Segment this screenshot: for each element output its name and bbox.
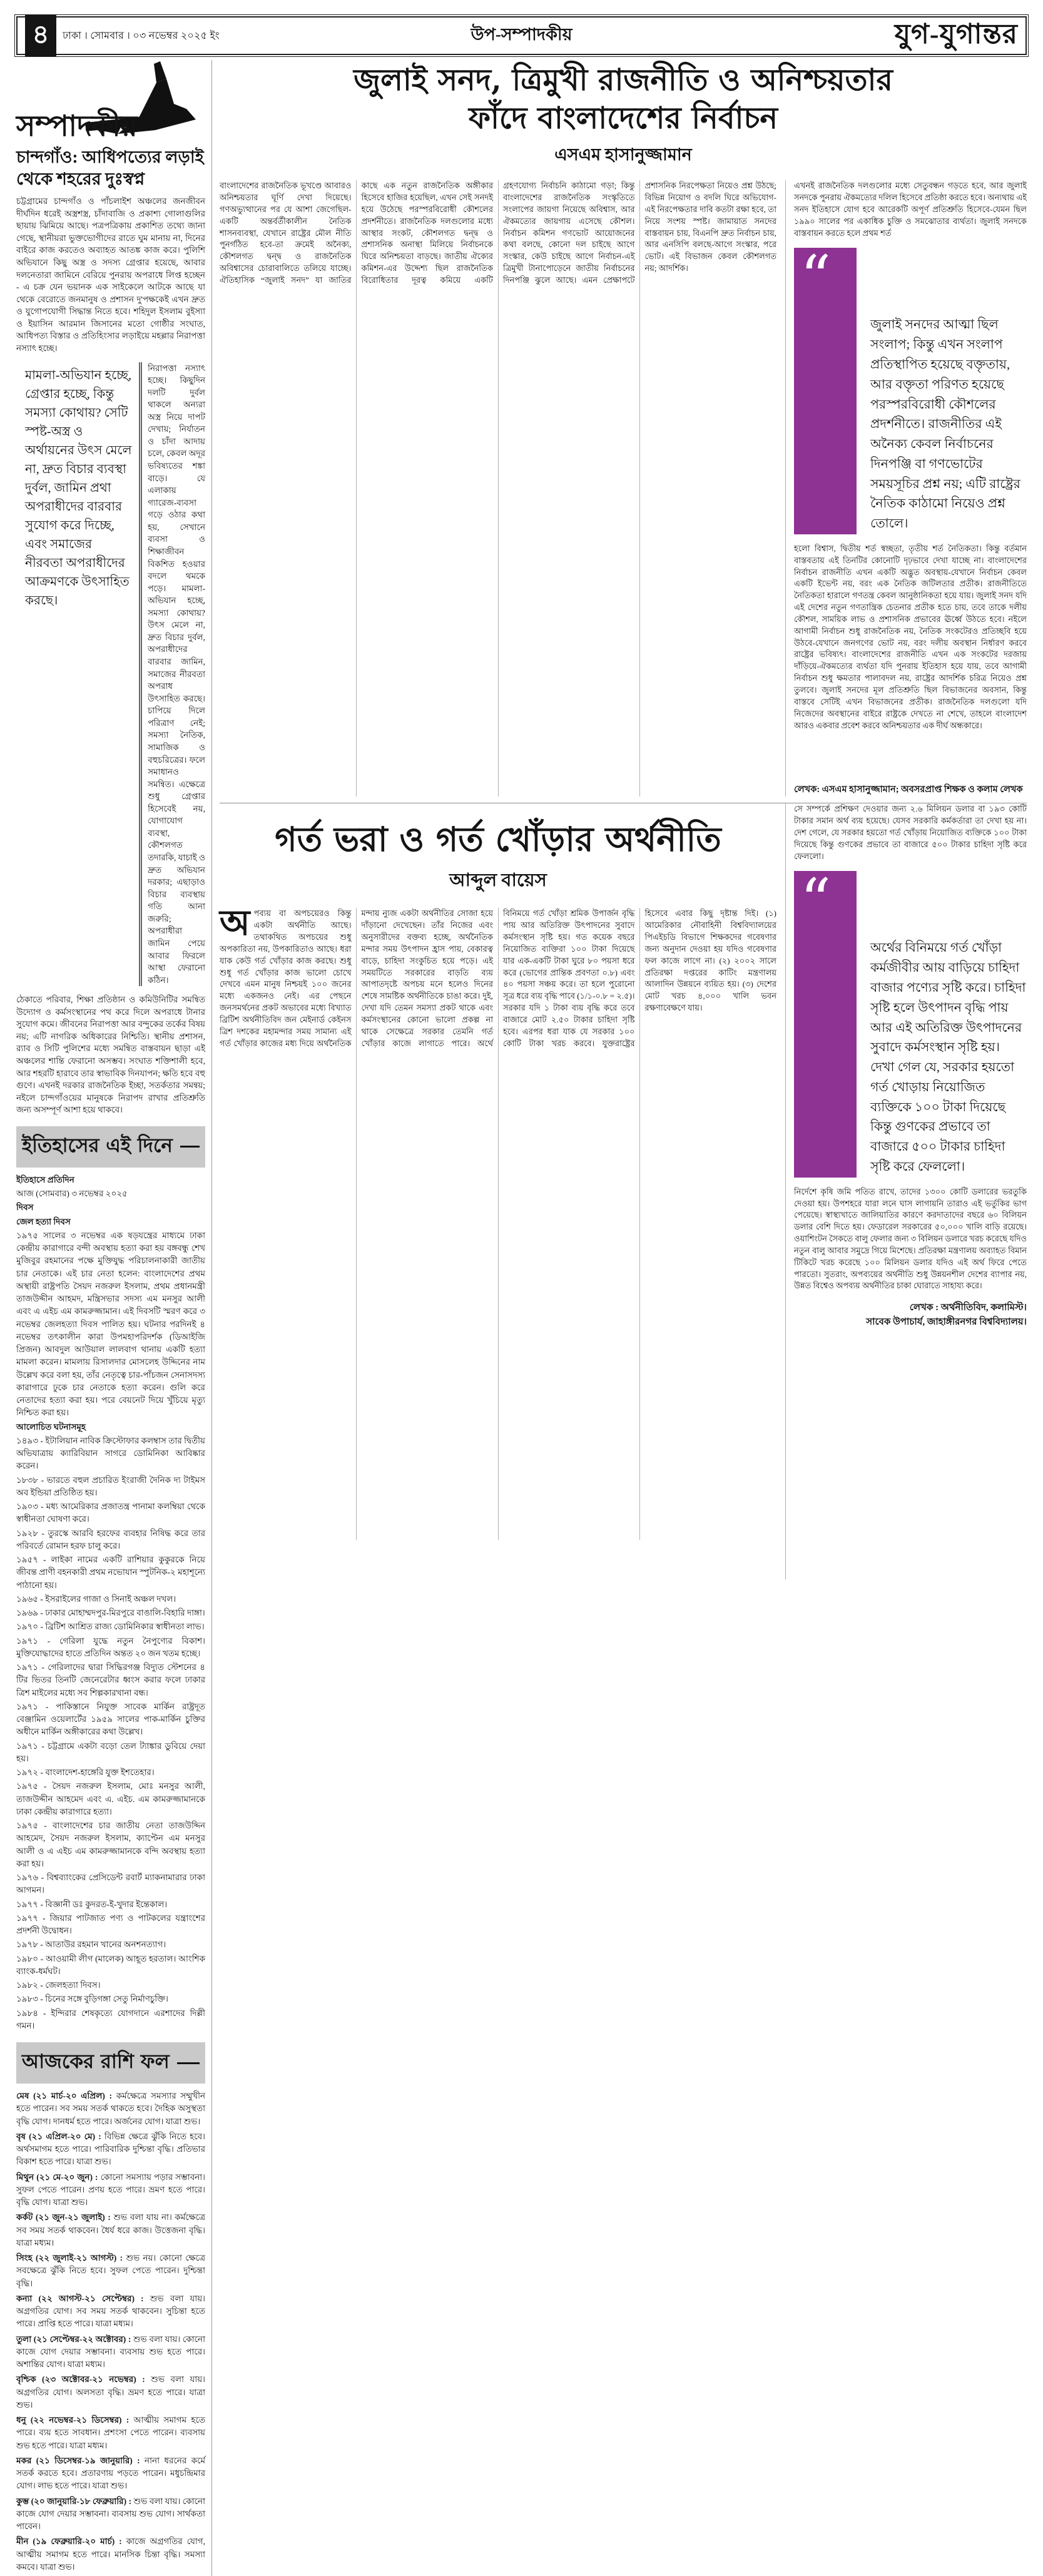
history-event: ১৯৮২ - জেলহত্যা দিবস। [16,1980,101,1990]
horoscope-entry [16,2293,205,2331]
history-event: ১৯৮৪ - ইন্দিরার শেষকৃত্যে যোগদানে এরশাদের দিল্লী গমন। [16,2008,205,2030]
history-event: ১৯৭১ - গেরিলা যুদ্ধে নতুন নৈপুণ্যের বিকাশ। মুক্তিযোদ্ধাদের হাতে প্রতিদিন অন্তত ২০ জন খতম হচ্ছে। [16,1636,205,1658]
horoscope-text: কর্মক্ষেত্রে সমস্যার সম্মুখীন হতে পারেন। সব সময় সতর্ক থাকতে হবে। দৈহিক অসুস্থতা বৃদ্ধি যোগ। দানধর্ম হতে পারে। অর্জনের যোগ। যাত্রা শুভ। [16,2091,205,2126]
quote-icon: “ [800,866,832,937]
horoscope-sign: বৃষ (২১ এপ্রিল-২০ মে) : [16,2131,101,2141]
horoscope-entry [16,2333,205,2371]
page-number: ৪ [25,15,56,56]
article2-author-line1: লেখক : অর্থনীতিবিদ, কলামিস্ট। [909,1303,1027,1313]
history-event: ১৯৮০ - আওয়ামী লীগ (মালেক) আহূত হরতাল। আংশিক ব্যাংক-ধর্মঘট। [16,1953,205,1976]
history-event: ১৯৫৭ - লাইকা নামের একটি রাশিয়ার কুকুরকে নিয়ে জীবন্ত প্রাণী বহনকারী প্রথম নভোযান স্পুটনিক-২ মহাশূন্যে পাঠানো হয়। [16,1555,205,1590]
article2-right-column [785,803,1027,1579]
history-section [16,1174,205,2032]
horoscope-sign: মেষ (২১ মার্চ-২০ এপ্রিল) : [16,2091,113,2101]
quote-icon: “ [800,243,832,313]
horoscope-sign: মীন (১৯ ফেব্রুয়ারি-২০ মার্চ) : [16,2537,122,2547]
article2-body [220,904,776,1540]
horoscope-text: শুভ বলা যায়। কোনো কাজে যোগ দেয়ার সম্ভাবনা। ব্যবসায় শুভ হতে পারে। অশান্তির যোগ। যাত্রা মধ্যম। [16,2334,206,2370]
history-event: ১৯৭১ - চট্টগ্রামে একটা বড়ো তেল ট্যাঙ্কার ডুবিয়ে দেয়া হয়। [16,1741,205,1763]
horoscope-section-header [16,2042,205,2084]
horoscope-sign: তুলা (২১ সেপ্টেম্বর-২২ অক্টোবর) : [16,2334,131,2344]
editorial-pull-quote: মামলা-অভিযান হচ্ছে, গ্রেপ্তার হচ্ছে, কিন্তু সমস্যা কোথায়? সেটি স্পষ্ট-অস্ত্র ও অর্থায়নের উৎস মেলে না, দ্রুত বিচার ব্যবস্থা দুর্বল, জামিন প্রথা অপরাধীদের বারবার সুযোগ করে দিচ্ছে, এবং সমাজের নীরবতা অপরাধীদের আক্রমণকে উৎসাহিত করছে। [16,362,142,987]
article2-left [220,803,776,1579]
history-event: ১৪৯৩ - ইটালিয়ান নাবিক ক্রিস্টোফার কলম্বাস তার দ্বিতীয় অভিযাত্রায় ক্যারিবিয়ান সাগরে ডোমিনিকা আবিষ্কার করেন। [16,1435,205,1471]
horoscope-text: শুভ বলা যায়। অগ্রগতির যোগ। সব সময় সতর্ক থাকবেন। সুচিন্তা হতে পারে। প্রাপ্তি হতে পারে। যাত্রা মধ্যম। [16,2293,206,2329]
section-title: উপ-সম্পাদকীয় [471,24,572,44]
article2-dropcap: অ [220,904,250,944]
history-title: ইতিহাসের এই দিনে [22,1134,173,1157]
article2-author [794,1301,1027,1329]
editorial-header [16,60,205,143]
horoscope-sign: সিংহ (২২ জুলাই-২১ আগস্ট) : [16,2253,123,2263]
horoscope-entry [16,2373,205,2411]
horoscope-entry [16,2090,205,2128]
history-event: ১৯৭২ - বাংলাদেশ-হাঙ্গেরি যুক্ত ইশতেহার। [16,1768,155,1778]
horoscope-entry [16,2252,205,2290]
article2-author-line2: সাবেক উপাচার্য, জাহাঙ্গীরনগর বিশ্ববিদ্যালয়। [866,1316,1027,1327]
horoscope-entry [16,2535,205,2573]
history-event: ১৮৩৮ - ভারতে বহুল প্রচারিত ইংরাজী দৈনিক দ্য টাইমস অব ইন্ডিয়া প্রতিষ্ঠিত হয়। [16,1475,205,1497]
article1-quote-box [794,243,1027,534]
article2-right-top: সে সম্পর্কে প্রশিক্ষণ দেওয়ার জন্য ২.৬ মিলিয়ন ডলার বা ১৯৩ কোটি টাকার সমান অর্থ ব্যয় হয়েছে। যেসব সরকারি কর্মকর্তারা তা দেখা হয় না। দেশ গেলে, যে সরকার হয়তো গর্ত খোঁড়ায় নিয়োজিত ব্যক্তিকে ১০০ টাকা দিয়েছে কিন্তু গুণকের প্রভাবে তা বাজারে ৫০০ টাকার চাহিদা সৃষ্টি করে ফেললো। [794,804,1027,861]
history-line: ইতিহাসে প্রতিদিন [16,1174,74,1184]
left-sidebar [16,60,212,2576]
horoscope-section [16,2090,205,2573]
horoscope-sign: কন্যা (২২ আগস্ট-২১ সেপ্টেম্বর) : [16,2293,144,2303]
newspaper-page [16,16,1027,2576]
history-event: ১৯৭৭ - জিয়ার পাটজাত পণ্য ও পাটকলের যন্ত্রাংশের প্রদর্শনী উদ্বোধন। [16,1913,205,1936]
history-event: ১৯৭১ - পাকিস্তানে নিযুক্ত সাবেক মার্কিন রাষ্ট্রদূত বেঞ্জামিন ওয়েলার্টের ১৯৫৯ সালের পাক-মার্কিন চুক্তির অধীনে মার্কিন অঙ্গীকারের কথা উল্লেখ। [16,1701,205,1737]
rule-line [180,1146,200,1148]
horoscope-sign: কর্কট (২১ জুন-২১ জুলাই) : [16,2212,111,2222]
history-section-header [16,1126,205,1168]
horoscope-text: নানা ধরনের কর্মে সতর্ক করতে হবে। প্রতারণায় পড়তে পারেন। মধুচন্দ্রিমার যোগ। লাভ হতে পারে। যাত্রা শুভ। [16,2455,206,2491]
masthead: যুগ-যুগান্তর [894,18,1018,49]
purple-bar [794,243,857,534]
editorial-headline: চান্দগাঁও: আধিপত্যের লড়াই থেকে শহরের দুঃস্বপ্ন [16,148,204,189]
editorial-label: সম্পাদকীয় [16,109,138,143]
horoscope-sign: বৃশ্চিক (২৩ অক্টোবর-২১ নভেম্বর) : [16,2375,145,2385]
history-event: ১৯০৩ - মধ্য আমেরিকার প্রজাতন্ত্র পানামা কলম্বিয়া থেকে স্বাধীনতা ঘোষণা করে। [16,1502,205,1524]
horoscope-title: আজকের রাশি ফল [22,2050,170,2074]
horoscope-sign: ধনু (২২ নভেম্বর-২১ ডিসেম্বর) : [16,2415,130,2425]
history-event: ১৯৭৫ - বাংলাদেশের চার জাতীয় নেতা তাজউদ্দিন আহমেদ, সৈয়দ নজরুল ইসলাম, ক্যাপ্টেন এম মনসুর আলী ও এ এইচ এম কামরুজ্জামানকে বন্দি অবস্থায় হত্যা করা হয়। [16,1821,205,1868]
horoscope-entry [16,2211,205,2249]
main-area [212,60,1027,2576]
editorial-body-2: নিরাপত্তা নস্যাৎ হচ্ছে। কিছুদিন দলটি দুর্বল থাকলে অন্যরা অস্ত্র নিয়ে দাপট দেখায়; নির্যাতন ও চাঁদা আদায় চলে, কেবল অদূর ভবিষ্যতের শঙ্কা বাড়ে। যে এলাকায় গ্যারেজ-ব্যবসা গড়ে ওঠার কথা হয়, সেখানে ব্যবসা ও শিক্ষাজীবন বিকশিত হওয়ার বদলে থমকে পড়ে। মামলা-অভিযান হচ্ছে, সমস্যা কোথায়? উৎস মেলে না, দ্রুত বিচার দুর্বল, অপরাধীদের বারবার জামিন, সমাজের নীরবতা অপরাধ উৎসাহিত করছে। চাপিয়ে দিলে পরিত্রাণ নেই; সমস্যা নৈতিক, সামাজিক ও বহুচরিত্রের। ফলে সমাধানও সমন্বিত। এক্ষেত্রে শুধু গ্রেপ্তার হিসেবেই নয়, যোগাযোগ ব্যবস্থা, কৌশলগত তদারকি, যাচাই ও দ্রুত অভিযান দরকার; এছাড়াও বিচার ব্যবস্থায় গতি আনা জরুরি; অপরাধীরা জামিন পেয়ে আবার ফিরলে আস্থা ফেরানো কঠিন। [148,363,205,985]
horoscope-entry [16,2131,205,2169]
article-economics [220,803,1027,1579]
history-day-paragraph: ১৯৭৫ সালের ৩ নভেম্বর এক ষড়যন্ত্রের মাধ্যমে ঢাকা কেন্দ্রীয় কারাগারে বন্দী অবস্থায় হত্যা করা হয় বঙ্গবন্ধু শেখ মুজিবুর রহমানের পক্ষে মুক্তিযুদ্ধ পরিচালনাকারী জাতীয় চার নেতাকে। এই চার নেতা হলেন: বাংলাদেশের প্রথম অস্থায়ী রাষ্ট্রপতি সৈয়দ নজরুল ইসলাম, প্রথম প্রধানমন্ত্রী তাজউদ্দীন আহমদ, মন্ত্রিসভার সদস্য এম মনসুর আলী এবং এ এইচ এম কামরুজ্জামান। এই দিবসটি স্মরণ করে ৩ নভেম্বর জেলহত্যা দিবস পালিত হয়। ঘটনার পরদিনই ৪ নভেম্বর তৎকালীন কারা উপমহাপরিদর্শক (ডিআইজি প্রিজন) আবদুল আউয়াল লালবাগ থানায় একটি হত্যা মামলা করেন। মামলায় রিসালদার মোসলেহ উদ্দিনের নাম উল্লেখ করে বলা হয়, তাঁর নেতৃত্বে চার-পাঁচজন সেনাসদস্য কারাগারে ঢুকে চার নেতাকে হত্যা করেন। গুলি করে নেতাদের হত্যা করা হয়। পরে বেয়নেট দিয়ে খুঁচিয়ে মৃত্যু নিশ্চিত করা হয়। [16,1230,205,1418]
history-line: আজ (সোমবার) ৩ নভেম্বর ২০২৫ [16,1189,128,1199]
horoscope-sign: মিথুন (২১ মে-২০ জুন) : [16,2172,98,2182]
article2-right-bottom: নির্দেশে কৃষি জমি পতিত রাখে, তাদের ১৩০০ কোটি ডলারের ভরতুকি দেওয়া হয়। উপশহরে যারা লনে ঘাস লাগায়নি তারাও এই ভর্তুকির ভাগ পেয়েছে। স্বাস্থ্যখাতে জালিয়াতির কারণে করদাতাদের বছরে ৬০ বিলিয়ন ডলার বেশি দিতে হয়। ফেডারেল সরকারের ৫০,০০০ খালি বাড়ি রয়েছে। ওয়াশিংটন সৈকতে বালু ফেলার জন্য ৩ বিলিয়ন ডলারে খরচ করেছে যদিও নতুন বালু আবার সমুদ্রে গিয়ে মিশেছে। প্রতিরক্ষা মন্ত্রণালয় অব্যাহত বিমান টিকিটে খরচ করেছে ১০০ মিলিয়ন ডলার যদিও এই অর্থ ফিরে পেতে পারতো। সুতরাং, অপব্যয়ের অর্থনীতি শুধু উন্নয়নশীল দেশের ব্যাপার নয়, উন্নত বিশ্বেও অপব্যয় অর্থনীতির চাকা ঘোরাতে সাহায্য করে। [794,1186,1027,1291]
horoscope-entry [16,2455,205,2493]
history-event: ১৯৭৮ - আতাউর রহমান খানের অনশনত্যাগ। [16,1940,166,1950]
article1-right-bottom: হলো বিশ্বাস, দ্বিতীয় শর্ত স্বচ্ছতা, তৃতীয় শর্ত নৈতিকতা। কিন্তু বর্তমান বাস্তবতায় এই তিনটির কোনোটি দৃঢ়ভাবে দেখা যাচ্ছে না। বাংলাদেশের নির্বাচন রাজনীতি এখন একটি অদ্ভুত অবস্থায়-যেখানে নির্বাচন কেবল একটি ইভেন্ট নয়, বরং এক নৈতিক জটিলতার প্রতীক। রাজনীতিতে নৈতিকতা হারালে গণতন্ত্র কেবল আনুষ্ঠানিকতা হয়ে যায়। জুলাই সনদ যদি এই দেশের নতুন গণতান্ত্রিক চেতনার প্রতীক হতে চায়, তবে তাকে দলীয় কৌশল, সাময়িক লাভ ও প্রশাসনিক প্রভাবের ঊর্ধ্বে উঠতে হবে। নইলে আগামী নির্বাচন শুধু রাজনৈতিক নয়, নৈতিক সংকটেরও প্রতিচ্ছবি হয়ে উঠবে-যেখানে জনগণের ভোট নয়, বরং দলীয় অবস্থান নির্ধারণ করবে রাষ্ট্রের ভবিষ্যৎ। বাংলাদেশের রাজনীতি এখন এক সংকটের দরজায় দাঁড়িয়ে-ঐকমত্যের ব্যর্থতা যদি পুনরায় ইতিহাস হয়ে যায়, তবে আগামী নির্বাচন শুধু ক্ষমতার পালাবদল নয়, রাষ্ট্রের আদর্শিক চরিত্র নিয়েও প্রশ্ন তুলবে। জুলাই সনদের মূল প্রতিশ্রুতি ছিল বিভাজনের অবসান, কিন্তু বাস্তবে সেটিই এখন বিভাজনের প্রতীক। রাজনৈতিক দলগুলো যদি নিজেদের অবস্থানের বাইরে রাষ্ট্রকে দেখতে না শেখে, তাহলে বাংলাদেশ আরও একবার প্রবেশ করবে অনিশ্চয়তার এক দীর্ঘ অন্ধকারে। [794,543,1027,730]
horoscope-text: কোনো সমস্যায় পড়ার সম্ভাবনা। সুফল পেতে পারেন। প্রণয় হতে পারে। ভ্রমণ হতে পারে। বৃদ্ধি যোগ। যাত্রা শুভ। [16,2172,206,2207]
horoscope-text: শুভ বলা যায় না। কর্মক্ষেত্রে সব সময় সতর্ক থাকবেন। ধৈর্য ধরে কাজ। উত্তেজনা বৃদ্ধি। যাত্রা মধ্যম। [16,2212,206,2248]
horoscope-sign: মকর (২১ ডিসেম্বর-১৯ জানুয়ারি) : [16,2455,140,2465]
history-event: ১৯৭৭ - বিজ্ঞানী ডঃ কুদরত-ই-খুদার ইন্তেকাল। [16,1899,168,1909]
horoscope-text: শুভ নয়। কোনো ক্ষেত্রে সবক্ষেত্রে ঝুঁকি নিতে হবে। সুফল পেতে পারেন। দুশ্চিন্তা বৃদ্ধি। [16,2253,206,2288]
horoscope-entry [16,2414,205,2452]
article1-author: লেখক: এসএম হাসানুজ্জামান; অবসরপ্রাপ্ত শিক্ষক ও কলাম লেখক [794,785,1023,795]
history-event: ১৯৭৫ - সৈয়দ নজরুল ইসলাম, মোঃ মনসুর আলী, তাজউদ্দীন আহমেদ এবং এ. এইচ. এম কামরুজ্জামানকে ঢাকা কেন্দ্রীয় কারাগারে হত্যা। [16,1781,205,1816]
article1-quote-text: জুলাই সনদের আত্মা ছিল সংলাপ; কিন্তু এখন সংলাপ প্রতিস্থাপিত হয়েছে বক্তৃতায়, আর বক্তৃতা পরিণত হয়েছে পরস্পরবিরোধী কৌশলের প্রদর্শনীতে। রাজনীতির এই অনৈক্য কেবল নির্বাচনের দিনপঞ্জি বা গণভোটের সময়সূচির প্রশ্ন নয়; এটি রাষ্ট্রের নৈতিক কাঠামো নিয়েও প্রশ্ন তোলে। [870,318,1020,531]
article1-right-top: এখনই রাজনৈতিক দলগুলোর মধ্যে সেতুবন্ধন গড়তে হবে, আর জুলাই সনদকে পুনরায় ঐকমত্যের দলিল হিসেবে প্রতিষ্ঠা করতে হবে। অন্যথায় এই সনদ ইতিহাসে যোগ হবে আরেকটি অপূর্ণ প্রতিশ্রুতি হিসেবে-যেমন ছিল ১৯৯০ সালের পর একাধিক চুক্তি ও সমঝোতার ব্যর্থতা। জুলাই সনদকে বাস্তবায়ন করতে হলে প্রথম শর্ত [794,181,1027,238]
history-event: ১৯৭০ - ব্রিটিশ আশ্রিত রাজ্য ডোমিনিকার স্বাধীনতা লাভ। [16,1622,205,1632]
editorial-body-3: ঠেকাতে পরিবার, শিক্ষা প্রতিষ্ঠান ও কমিউনিটির সমন্বিত উদ্যোগ ও কর্মসংস্থানের পথ করে দিলে অপরাধে টানার সুযোগ কমে। জীবনের নিরাপত্তা আর বন্দুকের তর্কের বিষয় নয়; এটি নাগরিক অধিকারের নিশ্চিতি। স্থানীয় প্রশাসন, র‍্যাব ও সিটি পুলিশের মধ্যে সমন্বিত বাস্তবায়ন ছাড়া এই অঞ্চলের শান্তি ফেরানো অসম্ভব। সংঘাত শক্তিশালী হবে, আর শহরটি হারাবে তার স্বাভাবিক দিনযাপন; ক্ষতি হবে বহু গুণে। এখনই দরকার রাজনৈতিক ইচ্ছা, সতর্কতার সমন্বয়; নইলে চান্দগাঁওয়ের মানুষকে নিরাপদ রাখার প্রতিশ্রুতি জন্য অসম্পূর্ণ আশা হয়ে থাকবে। [16,995,205,1115]
article2-byline: আব্দুল বায়েস [449,870,547,891]
horoscope-text: শুভ বলা যায়। অগ্রগতির যোগ। অলসতা বৃদ্ধি। ভ্রমণ হতে পারে। যাত্রা শুভ। [16,2375,205,2410]
history-event: ১৯৭১ - গেরিলাদের দ্বারা সিদ্ধিরগঞ্জ বিদ্যুত স্টেশনের ৪ টির ভিতর তিনটি জেনেরেটার ধ্বংস করার ফলে ঢাকার ত্রিশ মাইলের মধ্যে সব শিল্পকারখানা বন্ধ। [16,1662,205,1698]
article1-right-column [785,180,1027,797]
horoscope-sign: কুম্ভ (২০ জানুয়ারি-১৮ ফেব্রুয়ারি) : [16,2496,132,2506]
history-event: ১৯৬৯ - ঢাকার মোহাম্মদপুর-মিরপুরে বাঙালি-বিহারি দাঙ্গা। [16,1608,205,1618]
history-subhead: জেল হত্যা দিবস [16,1216,71,1226]
history-event: ১৯৬৫ - ইসরাইলের গাজা ও সিনাই অঞ্চল দখল। [16,1594,176,1604]
article2-headline: গর্ত ভরা ও গর্ত খোঁড়ার অর্থনীতি [275,819,721,860]
article1-headline-line2: ফাঁদে বাংলাদেশের নির্বাচন [468,100,778,136]
horoscope-text: শুভ বলা যায়। কোনো কাজে যোগ দেয়ার সম্ভাবনা। ব্যবসায় শুভ যোগ। সার্থকতা পাবেন। [16,2496,206,2532]
history-events-title: আলোচিত ঘটনাসমূহ [16,1422,86,1432]
rule-line [177,2062,200,2064]
horoscope-text: কাজে অগ্রগতির যোগ, আত্মীয় সমাগম হতে পারে। মানসিক চিন্তা বৃদ্ধি। সমস্যা কমবে। যাত্রা শুভ। [16,2537,205,2572]
history-event: ১৯২৮ - তুরস্কে আরবি হরফের ব্যবহার নিষিদ্ধ করে তার পরিবর্তে রোমান হরফ চালু করে। [16,1528,205,1550]
article2-body-text: পব্যয় বা অপচয়েরও কিন্তু একটা অর্থনীতি আছে। তথাকথিত অপচয়ের শুধু অপকারিতা নয়, উপকারিতাও আছে। ধরা যাক কেউ গর্ত খোঁড়ার কাজ করছে। শুধু শুধু গর্ত খোঁড়ার কাজ ভালো চোখে দেখবে এমন মানুষ নিশ্চয়ই ১০০ জনের মধ্যে একজনও নেই। এর পেছনে জনসমর্থনের প্রকট অভাবের মধ্যে বিখ্যাত ব্রিটিশ অর্থনীতিবিদ জন মেইনার্ড কেইনস ত্রিশ দশকের মহামন্দার সময় সামান্য এই গর্ত খোঁড়ার কাজের মধ্য দিয়ে অর্থনৈতিক মন্দায় ন্যুজ একটা অর্থনীতির সোজা হয়ে দাঁড়ানো দেখেছেন। তাঁর নিজের এবং অনুসারীদের বক্তব্য হচ্ছে, অর্থনৈতিক মন্দার সময় উৎপাদন হ্রাস পায়, বেকারত্ব বাড়ে, চাহিদা সংকুচিত হয়ে পড়ে। এই সময়টিতে সরকারের বাড়তি ব্যয় আপাতদৃষ্টে অপচয় মনে হলেও দিনের শেষে সামষ্টিক অর্থনীতিকে চাঙা করে। দুই, দেখা যদি তেমন সমস্যা প্রকট থাকে এবং কর্মসংস্থানের কোনো ভালো প্রকল্প না থাকে সেক্ষেত্রে সরকার তেমনি গর্ত খোঁড়ার কাজে লাগাতে পারে। অর্থে বিনিময়ে গর্ত খোঁড়া শ্রমিক উপার্জন বৃদ্ধি পায় আর অতিরিক্ত উৎপাদনের সুবাদে কর্মসংস্থান সৃষ্টি হয়। গত কয়েক বছরে নিয়োজিত ব্যক্তিরা ১০০ টাকা দিয়েছে যার এক-একটি টাকা ঘুরে ৮০ পয়সা ধরে করে (ভোগের প্রান্তিক প্রবণতা ০.৮) এবং ৪০ পয়সা সঞ্চয় করে। তা হলে পুরোনো সূত্র ধরে ব্যয় বৃদ্ধি পাবে (১/১-০.৮ = ২.৫)। সরকার যদি ১ টাকা ব্যয় বৃদ্ধি করে তবে বাজারে মোট ২.৫০ টাকার চাহিদা সৃষ্টি হবে। এরপর ধরা যাক যে সরকার ১০০ কোটি টাকা খরচ করবে। যুক্তরাষ্ট্রের হিসেবে এবার কিছু দৃষ্টান্ত দিই। (১) আমেরিকার নৌবাহিনী বিশ্ববিদ্যালয়ের পিএইচডি বিভাগে শিক্ষকদের গবেষণার জন্য অনুদান দেওয়া হয় যদিও গবেষণার ফল কাজে লাগে না। (২) ২০০২ সালে প্রতিরক্ষা দপ্তরের কাটিং মন্ত্রণালয় আলাদিন উন্নয়নে ব্যয়িত হয়। (৩) দেশের মোট খরচ ৪,০০০ খালি ভবন রক্ষণাবেক্ষণে যায়। [220,909,776,1048]
horoscope-entry [16,2171,205,2209]
history-events-list [16,1435,205,2032]
article1-byline: এসএম হাসানুজ্জামান [554,145,692,165]
horoscope-text: আত্মীয় সমাগম হতে পারে। ব্যয় হতে সাবধান। প্রশংসা পেতে পারেন। ব্যবসায় শুভ হতে পারে। যাত্রা মধ্যম। [16,2415,205,2450]
dateline: ঢাকা । সোমবার । ০৩ নভেম্বর ২০২৫ ইং [63,30,220,41]
article2-quote-text: অর্থের বিনিময়ে গর্ত খোঁড়া কর্মজীবীর আয় বাড়িয়ে চাহিদা বাজার পণ্যের সৃষ্টি করে। চাহিদা সৃষ্টি হলে উৎপাদন বৃদ্ধি পায় আর এই অতিরিক্ত উৎপাদনের সুবাদে কর্মসংস্থান সৃষ্টি হয়। দেখা গেল যে, সরকার হয়তো গর্ত খোড়ায় নিয়োজিত ব্যক্তিকে ১০০ টাকা দিয়েছে কিন্তু গুণকের প্রভাবে তা বাজারে ৫০০ টাকার চাহিদা সৃষ্টি করে ফেললো। [870,941,1026,1174]
horoscope-entry [16,2495,205,2533]
purple-bar [794,866,857,1177]
article-july-charter [220,63,1027,797]
horoscope-text: বিভিন্ন ক্ষেত্রে ঝুঁকি নিতে হবে। অর্থসমাগম হতে পারে। পারিবারিক দুশ্চিন্তা বৃদ্ধি। প্রতিভার বিকাশ হতে পারে। যাত্রা শুভ। [16,2131,205,2167]
article2-quote-box [794,866,1027,1177]
history-event: ১৯৭৬ - বিশ্বব্যাংকের প্রেসিডেন্ট রবার্ট ম্যাকনামারার ঢাকা আগমন। [16,1873,205,1895]
page-header [16,16,1027,55]
article1-body: বাংলাদেশের রাজনৈতিক ভূখণ্ডে আবারও অনিশ্চয়তার ঘূর্ণি দেখা দিয়েছে। গণঅভ্যুত্থানের পর যে আশা জেগেছিল-একটি অন্তর্বর্তীকালীন নৈতিক শাসনব্যবস্থা, যেখানে রাষ্ট্রের মৌল নীতি পুনর্গঠিত হবে-তা ক্রমেই অনৈক্য, কৌশলগত দ্বন্দ্ব ও রাজনৈতিক অবিশ্বাসের চোরাবালিতে তলিয়ে যাচ্ছে। ঐতিহাসিক “জুলাই সনদ” যা জাতির কাছে এক নতুন রাজনৈতিক অঙ্গীকার হিসেবে হাজির হয়েছিল, এখন সেই সনদই হয়ে উঠেছে পরস্পরবিরোধী কৌশলের প্রদর্শনীতে। রাজনৈতিক দলগুলোর মধ্যে আস্থার সংকট, কৌশলগত দ্বন্দ্ব ও প্রশাসনিক অনাস্থা মিলিয়ে নির্বাচনকে ঘিরে অনিশ্চয়তা বাড়ছে। জাতীয় ঐক্যের কমিশন-এর উদ্দেশ্য ছিল রাজনৈতিক বিরোধিতার দূরত্ব কমিয়ে একটি গ্রহণযোগ্য নির্বাচনি কাঠামো গড়া; কিন্তু বাংলাদেশের রাজনৈতিক সংস্কৃতিতে সংলাপের জায়গা নিয়েছে অবিশ্বাস, আর ঐকমত্যের জায়গায় এসেছে কৌশল। নির্বাচন কমিশন গণভোট আয়োজনের কথা বলছে, কোনো দল চাইছে আগে সংস্কার, কেউ চাইছে আগে নির্বাচন-এই ত্রিমুখী টানাপোড়েনে জাতীয় নির্বাচনের দিনপঞ্জি ঝুলে আছে। এমন প্রেক্ষাপটে প্রশাসনিক নিরপেক্ষতা নিয়েও প্রশ্ন উঠছে; বিভিন্ন নিয়োগ ও বদলি ঘিরে অভিযোগ-এই নিরপেক্ষতার দাবি কতটা রক্ষা হবে, তা নিয়ে সংশয় স্পষ্ট। জামায়াত সনদের বাস্তবায়ন চায়, বিএনপি দ্রুত নির্বাচন চায়, আর এনসিপি বলছে-আগে সংস্কার, পরে ভোট। এই বিভাজন কেবল কৌশলগত নয়; আদর্শিক। [220,181,776,285]
editorial-body-1: চট্টগ্রামের চান্দগাঁও ও পাঁচলাইশ অঞ্চলের জনজীবন দীর্ঘদিন ধরেই অস্ত্রশস্ত্র, চাঁদাবাজি ও প্রকাশ্য গোলাগুলির ছায়ায় ঝিমিয়ে আছে। পত্রপত্রিকায় প্রকাশিত তথ্যে জানা গেছে, স্থানীয়রা ভুক্তভোগীদের রাতে ঘুম মানায় না, দিনের বাইরে কাজ করতেও অব্যাহত আতঙ্ক কাজ করে। পুলিশি অভিযানে কিছু অস্ত্র ও সদস্য গ্রেপ্তার হয়েছে, আবার দলনেতারা জামিনে বেরিয়ে পুনরায় অপরাধে লিপ্ত হচ্ছেন - এ চক্র যেন ভয়ানক এক সাইকেলে আটকে আছে যা থেকে বেরোতে জনমানুষ ও প্রশাসন দু'পক্ষকেই এখন দ্রুত ও যুগোপযোগী সিদ্ধান্ত নিতে হবে। শহিদুল ইসলাম বুইস্যা ও ইয়াসিন আরমান জিসানের মতো গোষ্ঠীর সংঘাত, আধিপত্য বিস্তার ও প্রতিহিংসার লড়াইয়ে মহল্লার নিরাপত্তা নস্যাৎ হচ্ছে। [16,196,205,353]
article1-headline-line1: জুলাই সনদ, ত্রিমুখী রাজনীতি ও অনিশ্চয়তার [354,63,893,98]
history-subhead: দিবস [16,1203,34,1213]
history-event: ১৯৮৩ - চিনের সঙ্গে বুড়িগঙ্গা সেতু নির্মাণচুক্তি। [16,1994,168,2004]
